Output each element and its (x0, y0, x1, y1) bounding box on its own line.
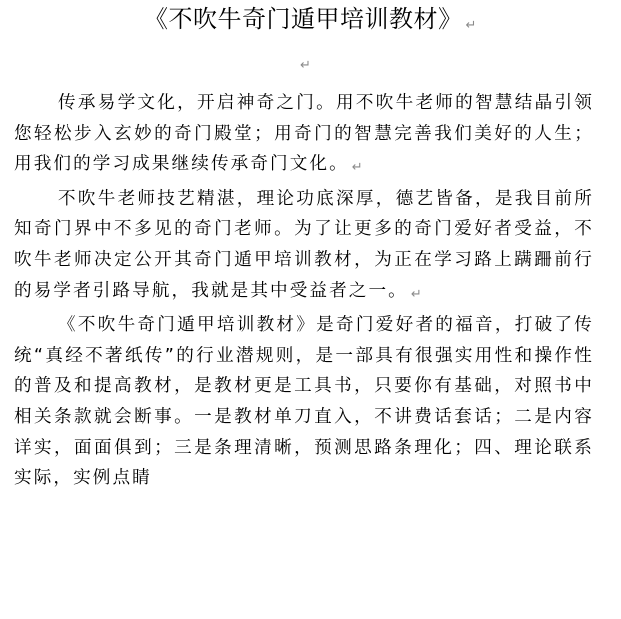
paragraph-3-text: 《不吹牛奇门遁甲培训教材》是奇门爱好者的福音，打破了传统“真经不著纸传”的行业潜规则，是一部具有很强实用性和操作性的普及和提高教材，是教材更是工具书，只要你有基础，对照书中相关条款就会断事。一是教材单刀直入，不讲费话套话；二是内容详实，面面俱到；三是条理清晰，预测思路条理化；四、理论联系实际，实例点睛 (14, 315, 594, 489)
paragraph-1 (14, 88, 594, 184)
title-text: 《不吹牛奇门遁甲培训教材》 (144, 5, 463, 33)
paragraph-mark-icon: ↵ (351, 160, 365, 176)
paragraph-3 (14, 310, 594, 494)
document-body (14, 88, 594, 494)
paragraph-2-text: 不吹牛老师技艺精湛，理论功底深厚，德艺皆备，是我目前所知奇门界中不多见的奇门老师。为了让更多的奇门爱好者受益，不吹牛老师决定公开其奇门遁甲培训教材，为正在学习路上蹒跚前行的易学者引路导航，我就是其中受益者之一。 (14, 188, 594, 301)
paragraph-2 (14, 184, 594, 310)
paragraph-1-text: 传承易学文化，开启神奇之门。用不吹牛老师的智慧结晶引领您轻松步入玄妙的奇门殿堂；用奇门的智慧完善我们美好的人生；用我们的学习成果继续传承奇门文化。 (14, 93, 594, 175)
document-title (0, 2, 621, 43)
empty-line-paragraph-mark-icon: ↵ (300, 58, 311, 73)
paragraph-mark-icon: ↵ (410, 286, 424, 302)
paragraph-mark-icon: ↵ (465, 18, 477, 33)
